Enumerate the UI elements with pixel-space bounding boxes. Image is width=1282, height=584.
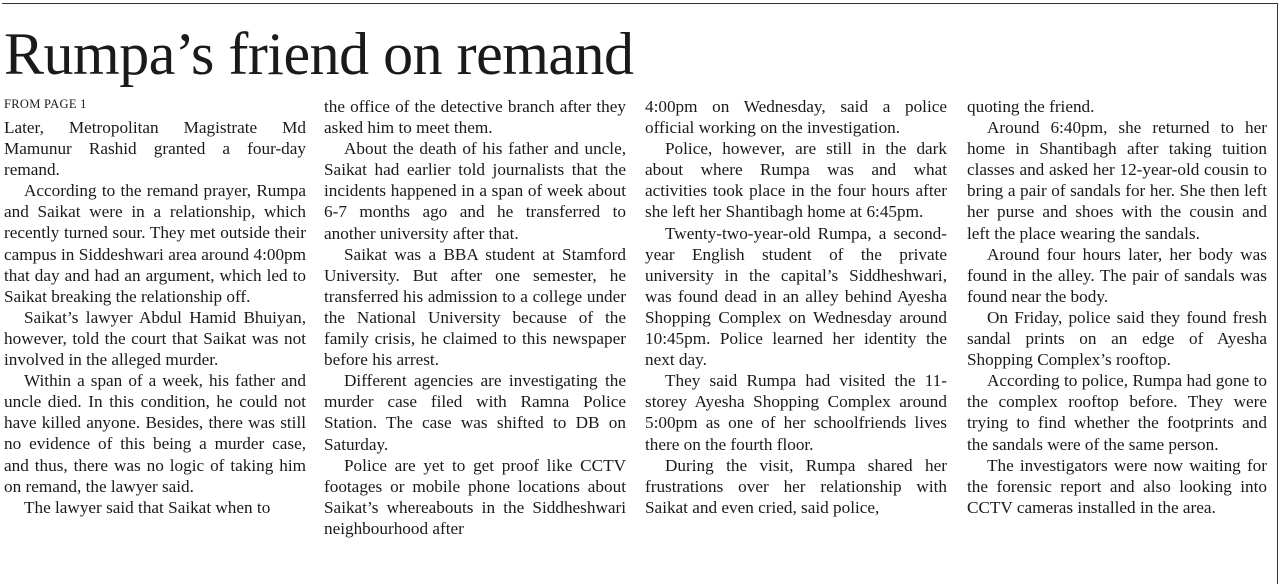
article-column-3 [645, 96, 947, 584]
paragraph: They said Rumpa had visited the 11-storey Ayesha Shopping Complex around 5:00pm as one of her schoolfriends lives there on the fourth floor. [645, 371, 947, 454]
article-column-1 [4, 117, 306, 584]
paragraph: the office of the detective branch after they asked him to meet them. [324, 97, 626, 138]
top-rule [2, 3, 1278, 4]
jump-label: FROM PAGE 1 [4, 97, 87, 111]
paragraph: According to the remand prayer, Rumpa and Saikat were in a relationship, which recently turned sour. They met outside their campus in Siddeshwari area around 4:00pm that day and had an argument, which led to Saikat breaking the relationship off. [4, 181, 306, 306]
right-rule [1277, 3, 1278, 584]
paragraph: During the visit, Rumpa shared her frustrations over her relationship with Saikat and even cried, said police, [645, 455, 947, 517]
paragraph: 4:00pm on Wednesday, said a police official working on the investigation. [645, 97, 947, 138]
paragraph: Saikat’s lawyer Abdul Hamid Bhuiyan, however, told the court that Saikat was not involved in the alleged murder. [4, 307, 306, 370]
paragraph: The lawyer said that Saikat when to [24, 497, 271, 517]
paragraph: On Friday, police said they found fresh sandal prints on an edge of Ayesha Shopping Complex’s rooftop. [967, 307, 1267, 370]
paragraph: According to police, Rumpa had gone to the complex rooftop before. They were trying to find whether the footprints and the sandals were of the same person. [967, 371, 1267, 454]
paragraph: Around 6:40pm, she returned to her home in Shantibagh after taking tuition classes and asked her 12-year-old cousin to bring a pair of sandals for her. She then left her purse and shoes with the cousin and left the place wearing the sandals. [967, 118, 1267, 243]
paragraph: Different agencies are investigating the murder case filed with Ramna Police Station. The case was shifted to DB on Saturday. [324, 371, 626, 454]
article-column-4 [967, 96, 1267, 584]
article-column-2 [324, 96, 626, 584]
paragraph: Police, however, are still in the dark about where Rumpa was and what activities took place in the four hours after she left her Shantibagh home at 6:45pm. [645, 139, 947, 222]
paragraph: Twenty-two-year-old Rumpa, a second-year English student of the private university in the capital’s Siddheshwari, was found dead in an alley behind Ayesha Shopping Complex on Wednesday around 10:45pm. Police learned her identity the next day. [645, 223, 947, 370]
paragraph: Saikat was a BBA student at Stamford University. But after one semester, he transferred his admission to a college under the National University because of the family crisis, he claimed to this newspaper before his arrest. [324, 244, 626, 370]
paragraph: Within a span of a week, his father and uncle died. In this condition, he could not have killed anyone. Besides, there was still no evidence of this being a murder case, and thus, there was no logic of taking him on remand, the lawyer said. [4, 371, 306, 496]
paragraph: Around four hours later, her body was found in the alley. The pair of sandals was found near the body. [967, 244, 1267, 306]
paragraph: Police are yet to get proof like CCTV footages or mobile phone locations about Saikat’s whereabouts in the Siddheshwari neighbourhood after [324, 455, 626, 538]
paragraph: About the death of his father and uncle, Saikat had earlier told journalists that the incidents happened in a span of week about 6-7 months ago and he transferred to another university after that. [324, 139, 626, 243]
paragraph: The investigators were now waiting for the forensic report and also looking into CCTV cameras installed in the area. [967, 455, 1267, 517]
headline: Rumpa’s friend on remand [4, 21, 634, 87]
paragraph: quoting the friend. [967, 97, 1095, 116]
paragraph: Later, Metropolitan Magistrate Md Mamunur Rashid granted a four-day remand. [4, 118, 306, 180]
